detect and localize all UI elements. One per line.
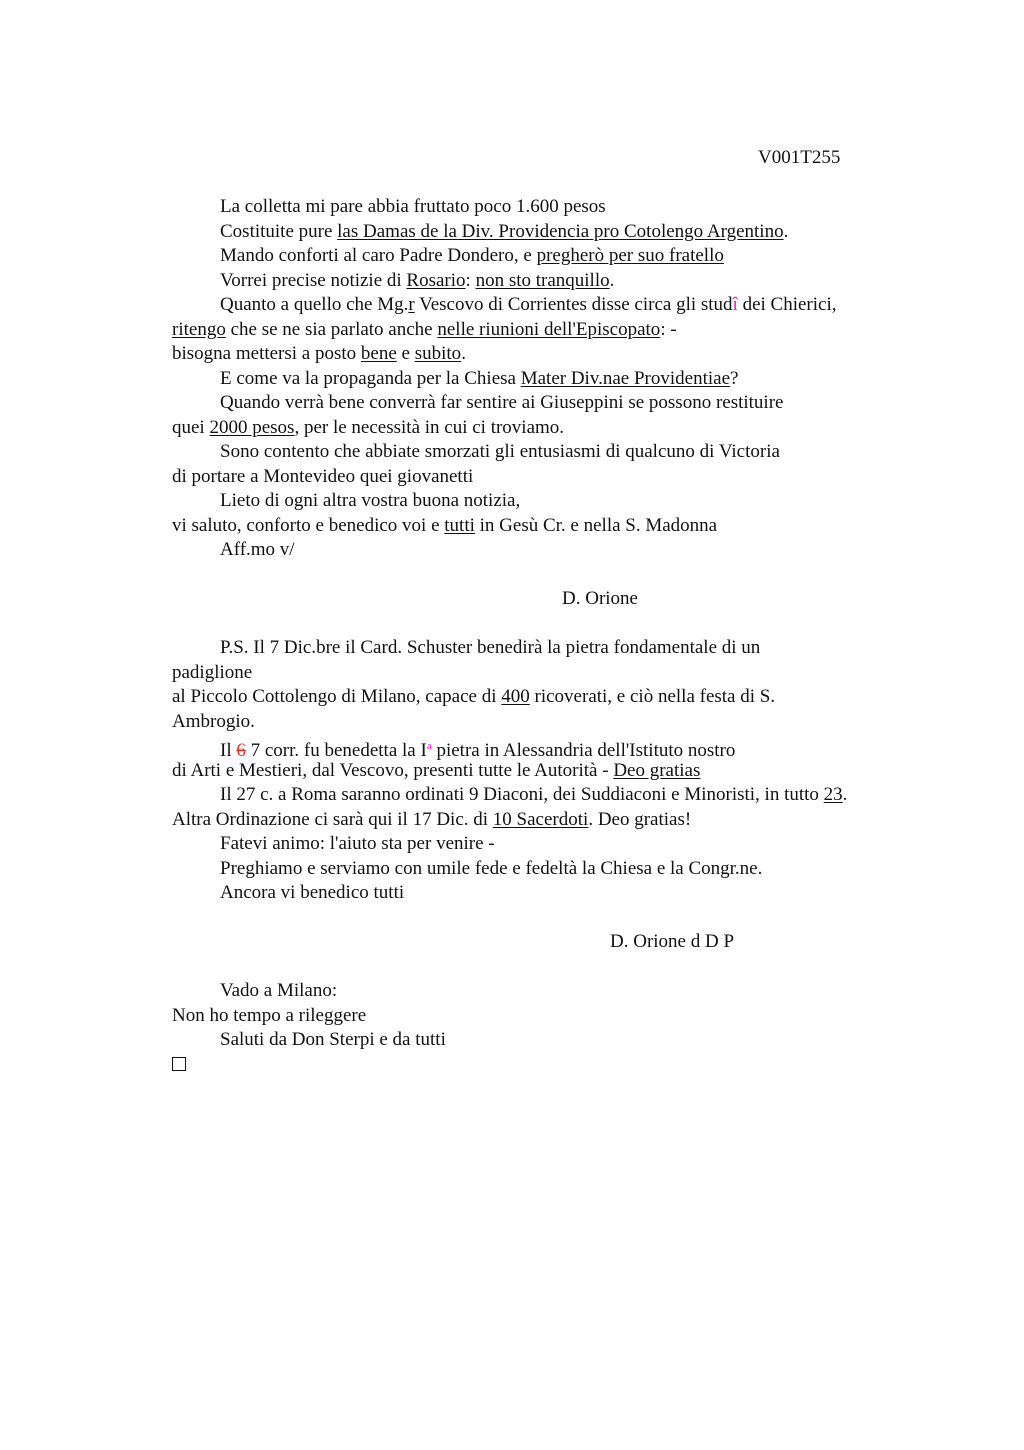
underlined-text: 23 bbox=[823, 784, 843, 805]
underlined-text: tutti bbox=[444, 514, 475, 536]
paragraph-line: Sono contento che abbiate smorzati gli entusiasmi di qualcuno di Victoria bbox=[220, 441, 780, 462]
underlined-text: Deo gratias bbox=[613, 759, 701, 781]
paragraph-line: bisogna mettersi a posto bene e subito. bbox=[172, 343, 466, 364]
postscript-line: di Arti e Mestieri, dal Vescovo, presenti tutte le Autorità - Deo gratias bbox=[172, 759, 701, 781]
underlined-text: Mater Div.nae Providentiae bbox=[520, 367, 730, 389]
paragraph-line: Quando verrà bene converrà far sentire ai Giuseppini se possono restituire bbox=[220, 392, 784, 413]
postscript-line: Ancora vi benedico tutti bbox=[220, 882, 405, 903]
underlined-text: 400 bbox=[501, 686, 530, 707]
underlined-text: bene bbox=[360, 343, 397, 364]
paragraph-line: di portare a Montevideo quei giovanetti bbox=[172, 465, 474, 487]
postscript-line: padiglione bbox=[172, 661, 253, 683]
postscript-line: Il 6 7 corr. fu benedetta la $I^a$ pietra in Alessandria dell'Istituto nostro bbox=[220, 740, 736, 761]
underlined-text: Rosario bbox=[406, 269, 466, 291]
paragraph-line: La colletta mi pare abbia fruttato poco 1.600 pesos bbox=[220, 196, 606, 217]
note-line: Saluti da Don Sterpi e da tutti bbox=[220, 1029, 446, 1050]
underlined-text: subito bbox=[414, 343, 462, 364]
postscript-line: Ambrogio. bbox=[172, 710, 255, 732]
paragraph-line: Mando conforti al caro Padre Dondero, e pregherò per suo fratello bbox=[220, 245, 724, 266]
paragraph-line: ritengo che se ne sia parlato anche nelle riunioni dell'Episcopato: - bbox=[172, 318, 677, 340]
postscript-line: al Piccolo Cottolengo di Milano, capace di 400 ricoverati, e ciò nella festa di S. bbox=[172, 686, 776, 707]
paragraph-line: quei 2000 pesos, per le necessità in cui ci troviamo. bbox=[172, 416, 565, 438]
underlined-text: ritengo bbox=[172, 318, 226, 340]
document-reference: V001T255 bbox=[758, 147, 841, 168]
signature: D. Orione d D P bbox=[610, 931, 735, 952]
underlined-text: r bbox=[408, 294, 415, 315]
underlined-text: non sto tranquillo bbox=[475, 269, 610, 291]
paragraph-line: E come va la propaganda per la Chiesa Mater Div.nae Providentiae? bbox=[220, 367, 739, 389]
postscript-line: Altra Ordinazione ci sarà qui il 17 Dic. di 10 Sacerdoti. Deo gratias! bbox=[172, 808, 692, 830]
underlined-text: las Damas de la Div. Providencia pro Cotolengo Argentino bbox=[337, 220, 784, 242]
postscript-line: Preghiamo e serviamo con umile fede e fedeltà la Chiesa e la Congr.ne. bbox=[220, 857, 763, 879]
underlined-text: 2000 pesos bbox=[209, 416, 295, 438]
highlighted-char: î bbox=[732, 294, 738, 315]
letter-body bbox=[172, 195, 912, 1077]
paragraph-line: Lieto di ogni altra vostra buona notizia, bbox=[220, 490, 521, 511]
closing-line: Aff.mo v/ bbox=[220, 539, 295, 560]
postscript-line: P.S. Il 7 Dic.bre il Card. Schuster benedirà la pietra fondamentale di un bbox=[220, 637, 761, 658]
postscript-line: Fatevi animo: l'aiuto sta per venire - bbox=[220, 833, 495, 854]
struck-text: 6 bbox=[236, 740, 246, 761]
underlined-text: 10 Sacerdoti bbox=[492, 808, 589, 830]
paragraph-line: Quanto a quello che Mg.r Vescovo di Corrientes disse circa gli studî dei Chierici, bbox=[220, 294, 837, 315]
note-line bbox=[172, 1053, 912, 1078]
underlined-text: nelle riunioni dell'Episcopato bbox=[437, 318, 661, 340]
postscript-line: Il 27 c. a Roma saranno ordinati 9 Diaconi, dei Suddiaconi e Minoristi, in tutto 23. bbox=[220, 784, 848, 805]
signature: D. Orione bbox=[562, 588, 638, 609]
checkbox-glyph-icon bbox=[172, 1057, 186, 1071]
note-line: Vado a Milano: bbox=[220, 980, 338, 1001]
paragraph-line: vi saluto, conforto e benedico voi e tutti in Gesù Cr. e nella S. Madonna bbox=[172, 514, 718, 536]
paragraph-line: Costituite pure las Damas de la Div. Providencia pro Cotolengo Argentino. bbox=[220, 220, 789, 242]
paragraph-line: Vorrei precise notizie di Rosario: non sto tranquillo. bbox=[220, 269, 615, 291]
superscript: a bbox=[426, 740, 432, 752]
underlined-text: pregherò per suo fratello bbox=[536, 245, 724, 266]
note-line: Non ho tempo a rileggere bbox=[172, 1004, 367, 1026]
